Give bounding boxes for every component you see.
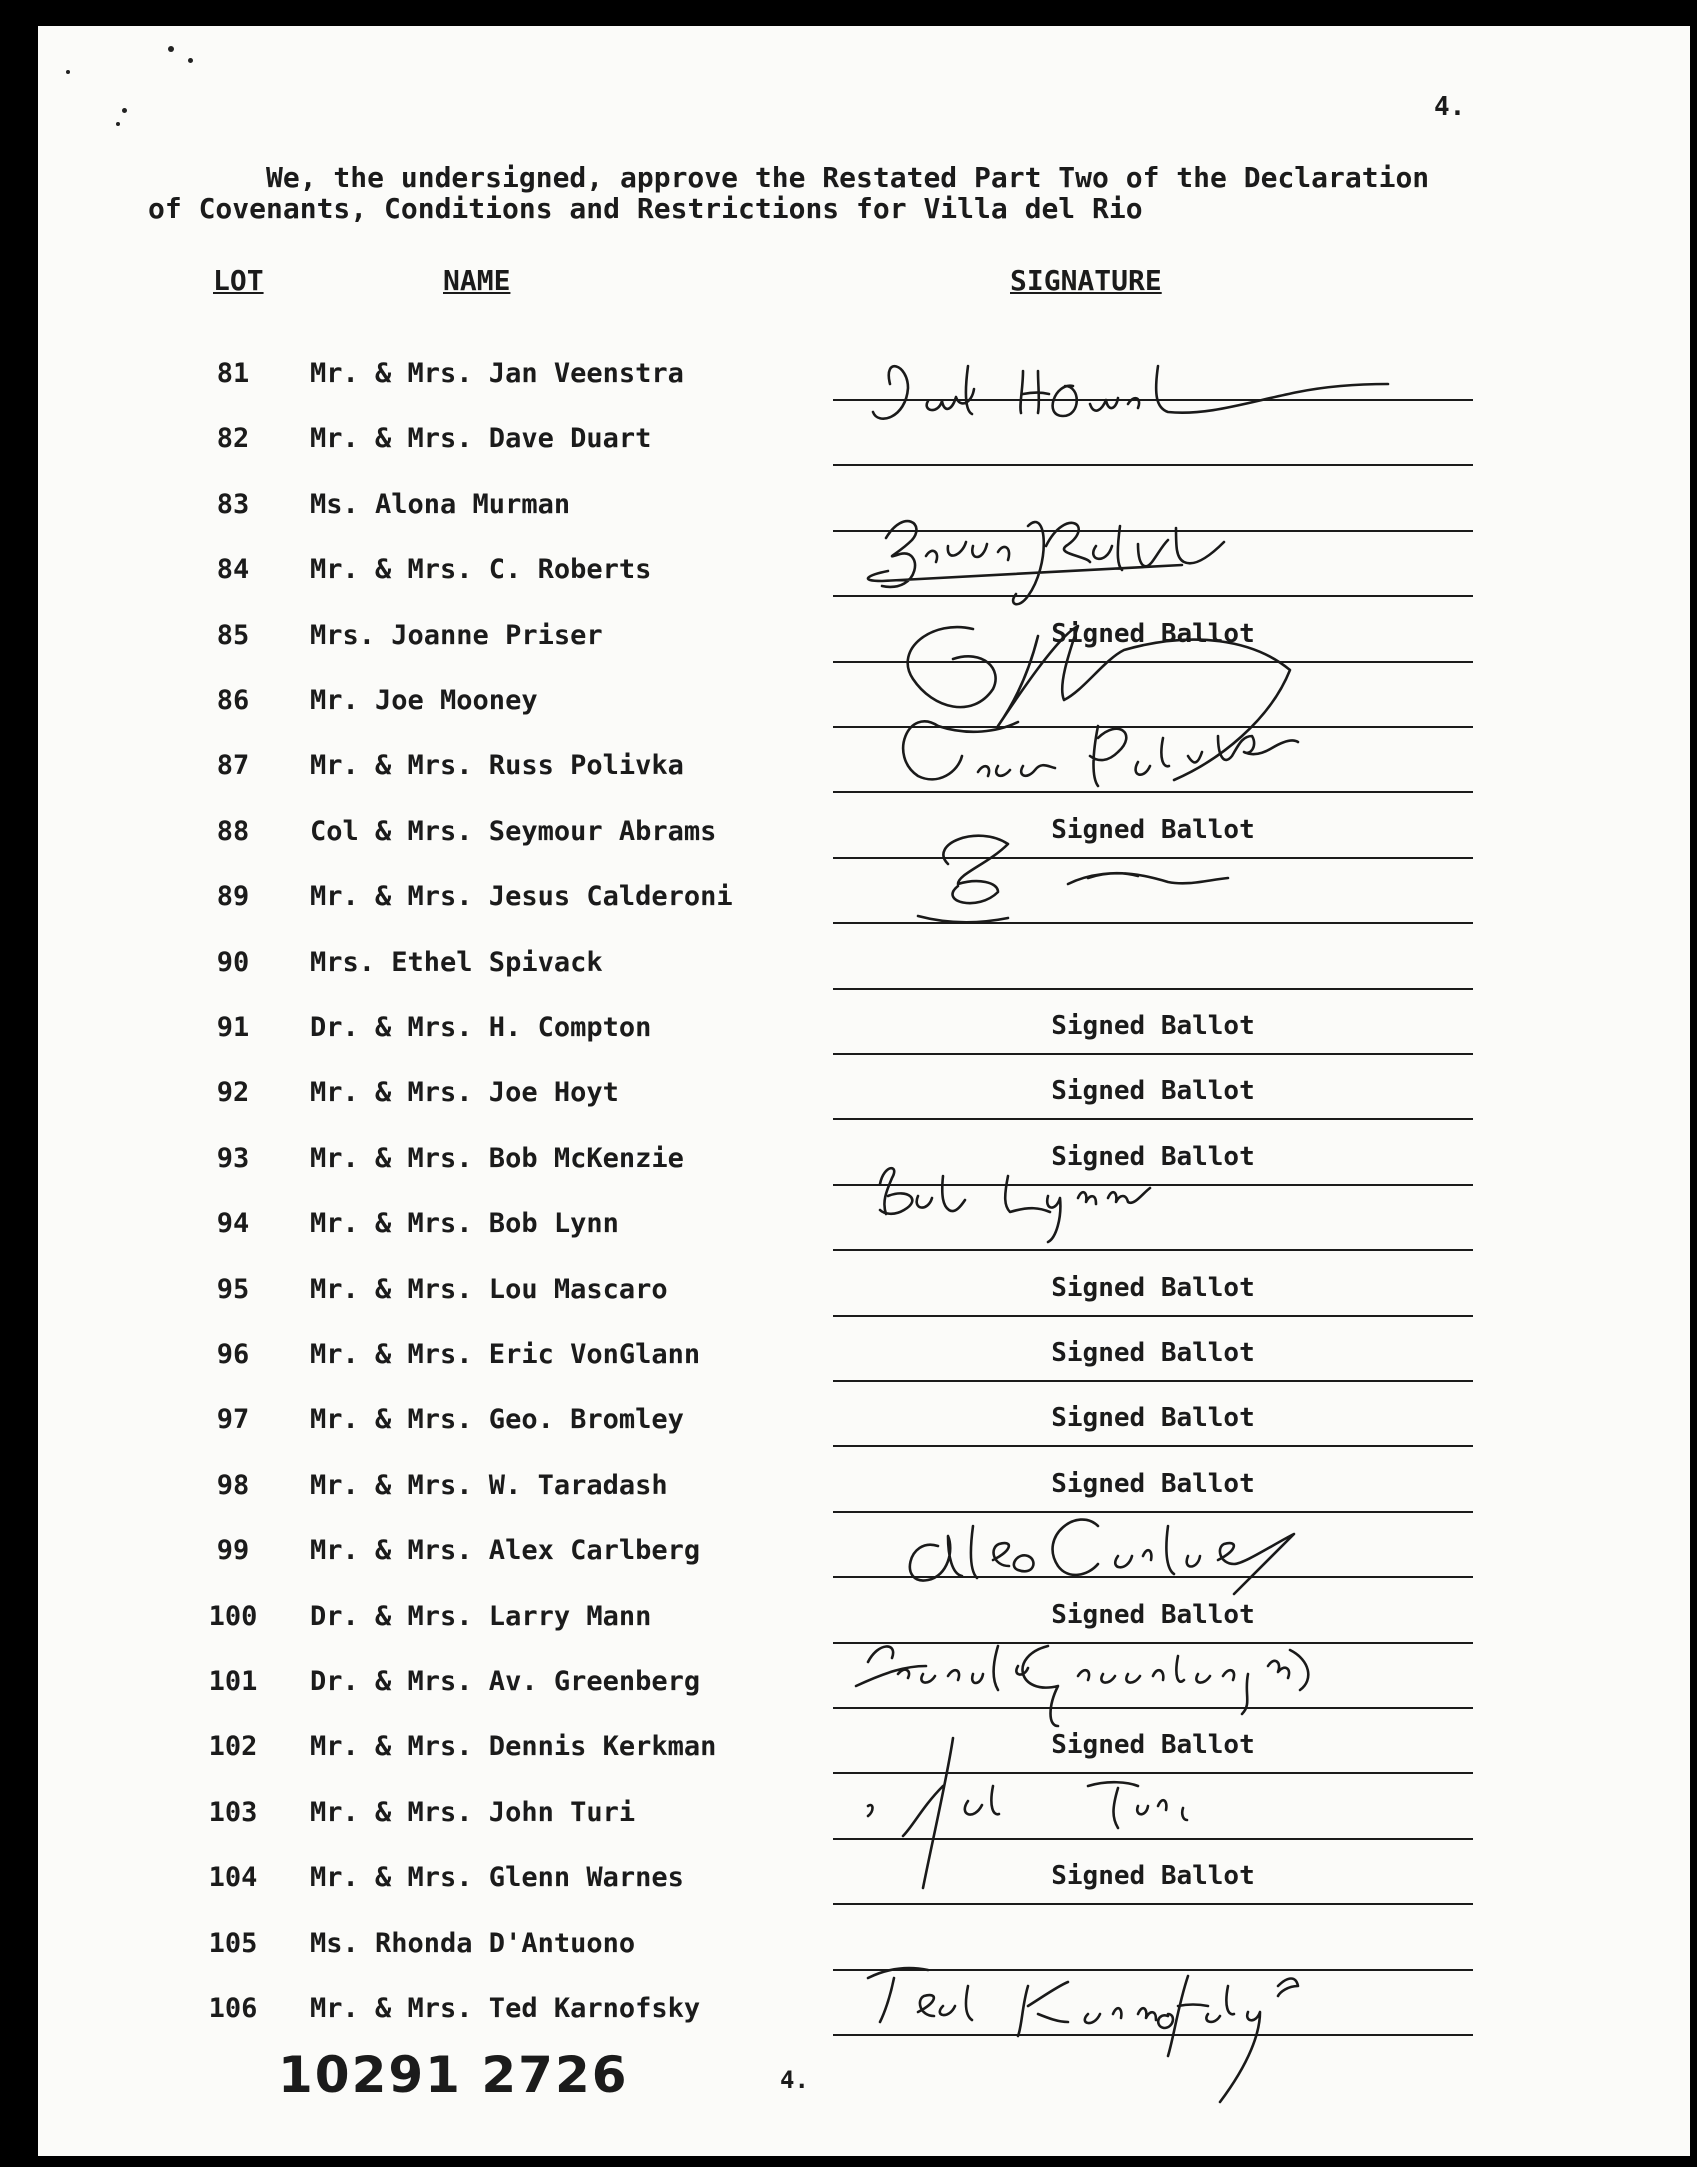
lot-number: 99 <box>216 1535 250 1566</box>
owner-name: Mr. & Mrs. Jesus Calderoni <box>310 881 733 912</box>
signature-line <box>833 1511 1473 1513</box>
signed-ballot-note: Signed Ballot <box>1051 1600 1255 1630</box>
lot-number: 85 <box>216 620 250 651</box>
signed-ballot-note: Signed Ballot <box>1051 1469 1255 1499</box>
lot-number: 105 <box>208 1928 258 1959</box>
owner-name: Mr. & Mrs. Bob McKenzie <box>310 1143 684 1174</box>
signature-line <box>833 1772 1473 1774</box>
owner-name: Mr. & Mrs. John Turi <box>310 1797 636 1828</box>
page-number-top: 4. <box>1434 92 1466 122</box>
table-row <box>38 1928 1690 1994</box>
scan-speck <box>188 58 193 63</box>
lot-number: 88 <box>216 816 250 847</box>
signature-line <box>833 1707 1473 1709</box>
owner-name: Mr. Joe Mooney <box>310 685 538 716</box>
lot-number: 94 <box>216 1208 250 1239</box>
owner-name: Mr. & Mrs. Bob Lynn <box>310 1208 619 1239</box>
table-row <box>38 1731 1690 1797</box>
lot-number: 91 <box>216 1012 250 1043</box>
table-row <box>38 358 1690 424</box>
lot-number: 81 <box>216 358 250 389</box>
signature-line <box>833 399 1473 401</box>
signed-ballot-note: Signed Ballot <box>1051 1338 1255 1368</box>
signature-line <box>833 1249 1473 1251</box>
signature-line <box>833 595 1473 597</box>
table-row <box>38 1143 1690 1209</box>
owner-name: Mr. & Mrs. Lou Mascaro <box>310 1274 668 1305</box>
owner-name: Mr. & Mrs. W. Taradash <box>310 1470 668 1501</box>
lot-number: 82 <box>216 423 250 454</box>
signature-line <box>833 1184 1473 1186</box>
owner-name: Mr. & Mrs. Russ Polivka <box>310 750 684 781</box>
document-page <box>38 26 1690 2156</box>
owner-name: Col & Mrs. Seymour Abrams <box>310 816 717 847</box>
signature-line <box>833 857 1473 859</box>
intro-line-1: We, the undersigned, approve the Restated Part Two of the Declaration <box>266 161 1430 194</box>
signature-line <box>833 1445 1473 1447</box>
document-control-number: 10291 2726 <box>278 2046 629 2104</box>
column-header-signature: SIGNATURE <box>1010 264 1162 297</box>
table-row <box>38 947 1690 1013</box>
table-row <box>38 685 1690 751</box>
lot-number: 93 <box>216 1143 250 1174</box>
signature-line <box>833 2034 1473 2036</box>
signed-ballot-note: Signed Ballot <box>1051 1273 1255 1303</box>
table-row <box>38 423 1690 489</box>
table-row <box>38 1012 1690 1078</box>
intro-statement <box>148 162 1648 224</box>
signed-ballot-note: Signed Ballot <box>1051 1076 1255 1106</box>
owner-name: Ms. Rhonda D'Antuono <box>310 1928 636 1959</box>
signed-ballot-note: Signed Ballot <box>1051 1861 1255 1891</box>
lot-number: 98 <box>216 1470 250 1501</box>
lot-number: 92 <box>216 1077 250 1108</box>
signature-line <box>833 1118 1473 1120</box>
signed-ballot-note: Signed Ballot <box>1051 1730 1255 1760</box>
table-row <box>38 554 1690 620</box>
owner-name: Mr. & Mrs. Alex Carlberg <box>310 1535 701 1566</box>
signature-line <box>833 1903 1473 1905</box>
signed-ballot-note: Signed Ballot <box>1051 619 1255 649</box>
lot-number: 104 <box>208 1862 258 1893</box>
table-row <box>38 816 1690 882</box>
signed-ballot-note: Signed Ballot <box>1051 1403 1255 1433</box>
scan-speck <box>66 70 70 74</box>
lot-number: 86 <box>216 685 250 716</box>
lot-number: 97 <box>216 1404 250 1435</box>
table-row <box>38 1077 1690 1143</box>
intro-line-2: of Covenants, Conditions and Restrictions for Villa del Rio <box>148 192 1143 225</box>
lot-number: 90 <box>216 947 250 978</box>
owner-name: Mr. & Mrs. Joe Hoyt <box>310 1077 619 1108</box>
signature-line <box>833 922 1473 924</box>
scan-speck <box>122 108 127 113</box>
table-row <box>38 1208 1690 1274</box>
table-row <box>38 750 1690 816</box>
signature-line <box>833 988 1473 990</box>
lot-number: 83 <box>216 489 250 520</box>
table-row <box>38 1274 1690 1340</box>
signature-line <box>833 726 1473 728</box>
lot-number: 100 <box>208 1601 258 1632</box>
signature-line <box>833 1838 1473 1840</box>
signature-line <box>833 1053 1473 1055</box>
lot-number: 87 <box>216 750 250 781</box>
owner-name: Dr. & Mrs. H. Compton <box>310 1012 652 1043</box>
table-row <box>38 1601 1690 1667</box>
signature-line <box>833 791 1473 793</box>
table-row <box>38 1535 1690 1601</box>
table-row <box>38 1339 1690 1405</box>
table-row <box>38 620 1690 686</box>
owner-name: Mr. & Mrs. Geo. Bromley <box>310 1404 684 1435</box>
signature-line <box>833 1969 1473 1971</box>
scan-speck <box>168 46 174 52</box>
owner-name: Mr. & Mrs. Dennis Kerkman <box>310 1731 717 1762</box>
owner-name: Mr. & Mrs. Glenn Warnes <box>310 1862 684 1893</box>
signature-line <box>833 1380 1473 1382</box>
owner-name: Ms. Alona Murman <box>310 489 571 520</box>
lot-number: 103 <box>208 1797 258 1828</box>
owner-name: Mrs. Joanne Priser <box>310 620 603 651</box>
owner-name: Mr. & Mrs. Jan Veenstra <box>310 358 684 389</box>
owner-name: Mr. & Mrs. Ted Karnofsky <box>310 1993 701 2024</box>
signature-line <box>833 1576 1473 1578</box>
table-row <box>38 881 1690 947</box>
table-row <box>38 1797 1690 1863</box>
signed-ballot-note: Signed Ballot <box>1051 815 1255 845</box>
column-header-name: NAME <box>443 264 511 297</box>
owner-name: Mr. & Mrs. Dave Duart <box>310 423 652 454</box>
table-row <box>38 1470 1690 1536</box>
signature-line <box>833 1315 1473 1317</box>
column-header-lot: LOT <box>213 264 264 297</box>
scan-speck <box>116 122 120 126</box>
table-row <box>38 1666 1690 1732</box>
lot-number: 106 <box>208 1993 258 2024</box>
lot-number: 95 <box>216 1274 250 1305</box>
signature-line <box>833 1642 1473 1644</box>
owner-name: Mr. & Mrs. Eric VonGlann <box>310 1339 701 1370</box>
owner-name: Dr. & Mrs. Larry Mann <box>310 1601 652 1632</box>
signed-ballot-note: Signed Ballot <box>1051 1142 1255 1172</box>
signed-ballot-note: Signed Ballot <box>1051 1011 1255 1041</box>
lot-number: 84 <box>216 554 250 585</box>
lot-number: 89 <box>216 881 250 912</box>
owner-name: Mr. & Mrs. C. Roberts <box>310 554 652 585</box>
table-row <box>38 1862 1690 1928</box>
lot-number: 102 <box>208 1731 258 1762</box>
owner-name: Dr. & Mrs. Av. Greenberg <box>310 1666 701 1697</box>
page-number-bottom: 4. <box>780 2066 809 2094</box>
signature-line <box>833 530 1473 532</box>
lot-number: 96 <box>216 1339 250 1370</box>
table-row <box>38 1404 1690 1470</box>
signature-line <box>833 661 1473 663</box>
signature-line <box>833 464 1473 466</box>
table-row <box>38 489 1690 555</box>
owner-name: Mrs. Ethel Spivack <box>310 947 603 978</box>
lot-number: 101 <box>208 1666 258 1697</box>
